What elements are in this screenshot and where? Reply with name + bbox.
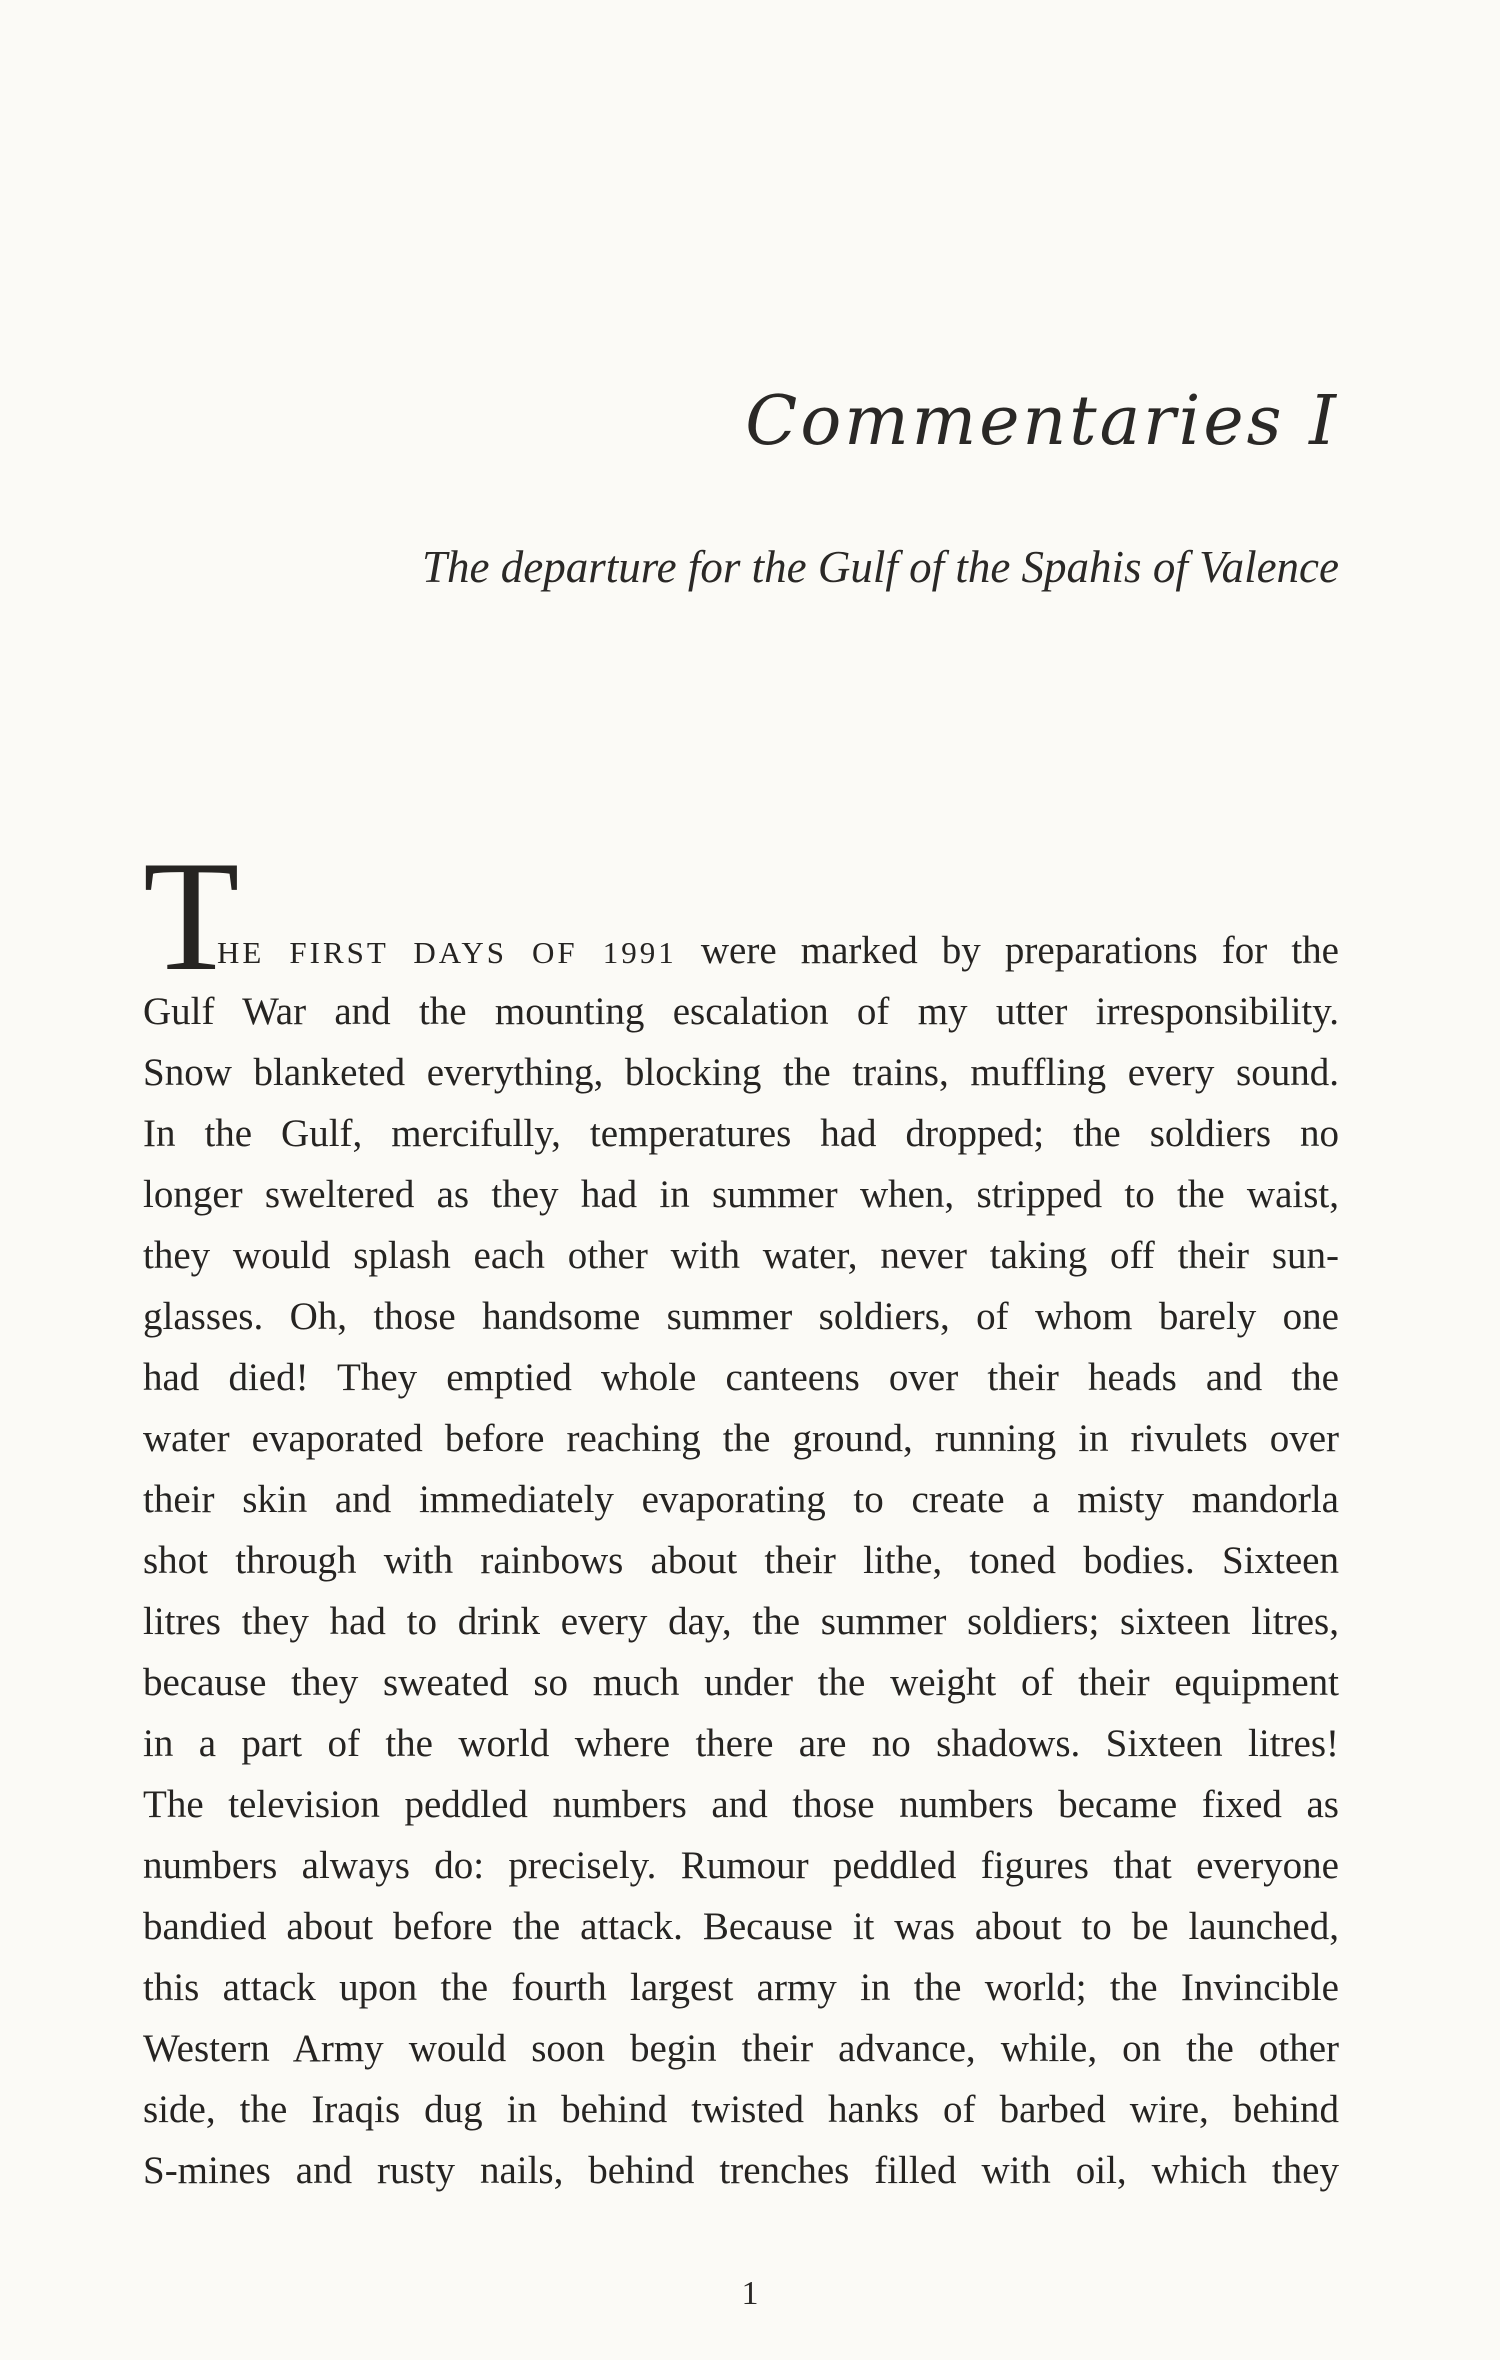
text-line: this attack upon the fourth largest army in the world; the Invincible xyxy=(143,1966,1339,2009)
text-line: Gulf War and the mounting escalation of my utter irresponsibility. xyxy=(143,990,1339,1033)
text-line: in a part of the world where there are no shadows. Sixteen litres! xyxy=(143,1722,1339,1765)
small-caps-run: HE FIRST DAYS OF 1991 xyxy=(217,935,677,970)
text-line: numbers always do: precisely. Rumour peddled figures that everyone xyxy=(143,1844,1339,1887)
text-line: they would splash each other with water, never taking off their sun- xyxy=(143,1234,1339,1277)
text-line: glasses. Oh, those handsome summer soldiers, of whom barely one xyxy=(143,1295,1339,1338)
chapter-title: Commentaries I xyxy=(745,382,1339,461)
text-line: because they sweated so much under the weight of their equipment xyxy=(143,1661,1339,1704)
text-line-first xyxy=(143,920,1339,981)
text-line: shot through with rainbows about their lithe, toned bodies. Sixteen xyxy=(143,1539,1339,1582)
text-line: had died! They emptied whole canteens over their heads and the xyxy=(143,1356,1339,1399)
text-line: S-mines and rusty nails, behind trenches filled with oil, which they xyxy=(143,2149,1339,2192)
text-line: water evaporated before reaching the ground, running in rivulets over xyxy=(143,1417,1339,1460)
text-line: their skin and immediately evaporating to create a misty mandorla xyxy=(143,1478,1339,1521)
text-line: The television peddled numbers and those numbers became fixed as xyxy=(143,1783,1339,1826)
drop-cap: T xyxy=(143,829,240,1004)
text-line: Snow blanketed everything, blocking the trains, muffling every sound. xyxy=(143,1051,1339,1094)
page-number: 1 xyxy=(741,2275,759,2312)
text-line: bandied about before the attack. Because it was about to be launched, xyxy=(143,1905,1339,1948)
text-line: longer sweltered as they had in summer when, stripped to the waist, xyxy=(143,1173,1339,1216)
first-line-rest: were marked by preparations for the xyxy=(700,929,1339,972)
text-line: Western Army would soon begin their advance, while, on the other xyxy=(143,2027,1339,2070)
text-line: litres they had to drink every day, the summer soldiers; sixteen litres, xyxy=(143,1600,1339,1643)
chapter-subtitle: The departure for the Gulf of the Spahis of Valence xyxy=(422,542,1339,592)
text-line: In the Gulf, mercifully, temperatures had dropped; the soldiers no xyxy=(143,1112,1339,1155)
text-line: side, the Iraqis dug in behind twisted hanks of barbed wire, behind xyxy=(143,2088,1339,2131)
body-text xyxy=(143,829,1339,2201)
